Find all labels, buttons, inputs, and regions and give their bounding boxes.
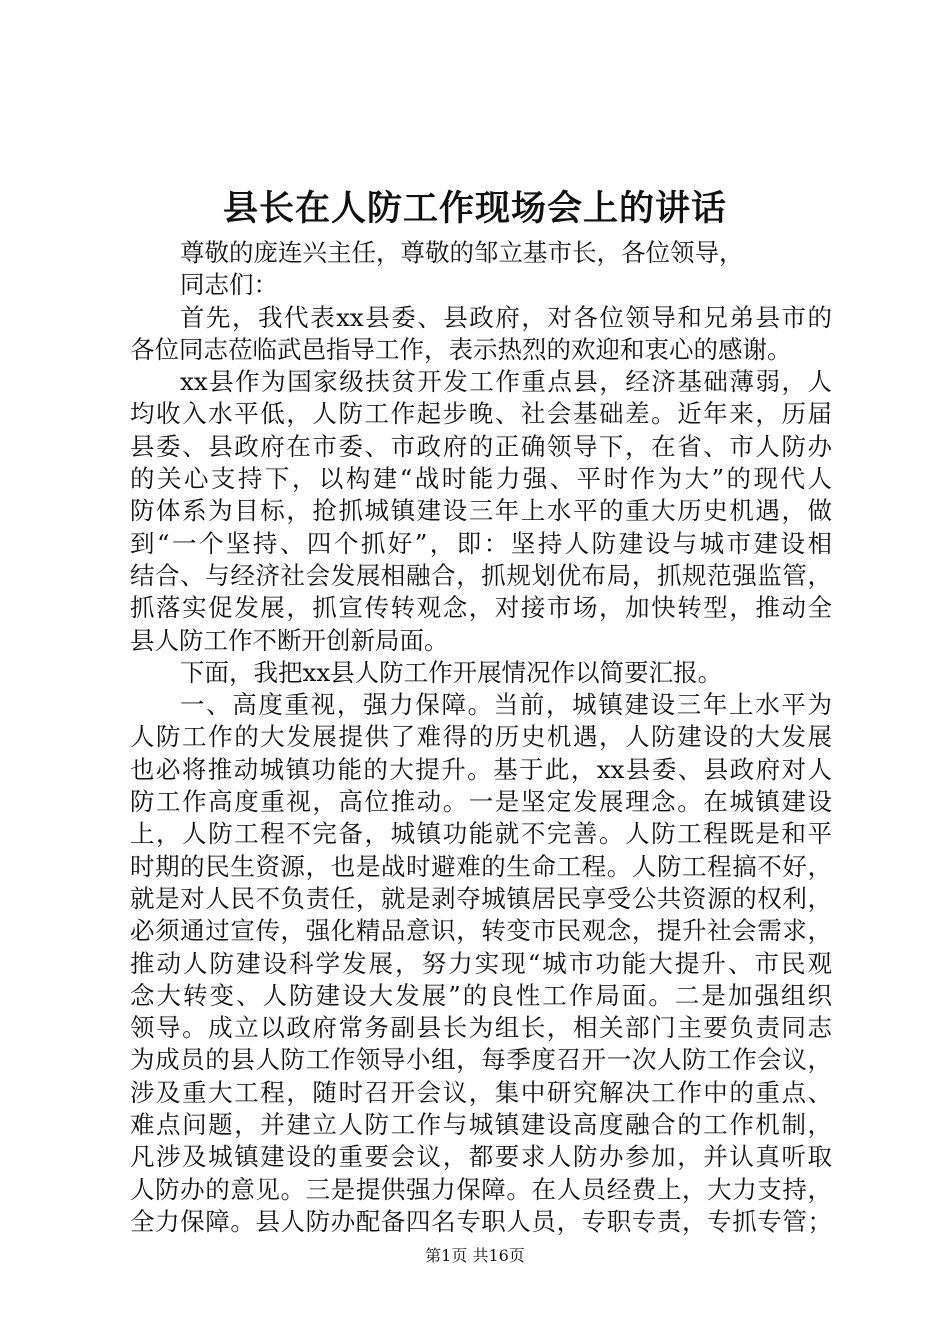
- text-line: 下面，我把xx县人防工作开展情况作以简要汇报。: [180, 657, 723, 687]
- text-line: 防体系为目标，抢抓城镇建设三年上水平的重大历史机遇，做: [130, 496, 832, 526]
- text-line: 就是对人民不负责任，就是剥夺城镇居民享受公共资源的权利，: [130, 883, 832, 913]
- text-line: 各位同志莅临武邑指导工作，表示热烈的欢迎和衷心的感谢。: [130, 334, 792, 364]
- text-line: 结合、与经济社会发展相融合，抓规划优布局，抓规范强监管，: [130, 560, 832, 590]
- text-line: 涉及重大工程，随时召开会议，集中研究解决工作中的重点、: [130, 1077, 832, 1107]
- text-line: 防工作高度重视，高位推动。一是坚定发展理念。在城镇建设: [130, 787, 832, 817]
- text-line: 上，人防工程不完备，城镇功能就不完善。人防工程既是和平: [130, 819, 832, 849]
- text-line: 时期的民生资源，也是战时避难的生命工程。人防工程搞不好，: [130, 851, 832, 881]
- text-line: 同志们：: [180, 270, 278, 300]
- text-line: 县委、县政府在市委、市政府的正确领导下，在省、市人防办: [130, 431, 832, 461]
- text-line: 凡涉及城镇建设的重要会议，都要求人防办参加，并认真听取: [130, 1142, 832, 1172]
- text-line: 人防工作的大发展提供了难得的历史机遇，人防建设的大发展: [130, 722, 832, 752]
- text-line: 首先，我代表xx县委、县政府，对各位领导和兄弟县市的: [180, 302, 832, 332]
- text-line: 也必将推动城镇功能的大提升。基于此，xx县委、县政府对人: [130, 754, 832, 784]
- text-line: 抓落实促发展，抓宣传转观念，对接市场，加快转型，推动全: [130, 593, 832, 623]
- document-title: 县长在人防工作现场会上的讲话: [222, 188, 727, 229]
- text-line: 难点问题，并建立人防工作与城镇建设高度融合的工作机制，: [130, 1110, 832, 1140]
- text-line: 的关心支持下，以构建“战时能力强、平时作为大”的现代人: [130, 464, 832, 494]
- text-line: 县人防工作不断开创新局面。: [130, 625, 449, 655]
- text-line: 领导。成立以政府常务副县长为组长，相关部门主要负责同志: [130, 1013, 832, 1043]
- text-line: 均收入水平低，人防工作起步晚、社会基础差。近年来，历届: [130, 399, 832, 429]
- text-line: 一、高度重视，强力保障。当前，城镇建设三年上水平为: [180, 690, 832, 720]
- text-line: 人防办的意见。三是提供强力保障。在人员经费上，大力支持，: [130, 1174, 832, 1204]
- text-line: 必须通过宣传，强化精品意识，转变市民观念，提升社会需求，: [130, 916, 832, 946]
- text-line: xx县作为国家级扶贫开发工作重点县，经济基础薄弱，人: [180, 367, 832, 397]
- text-line: 为成员的县人防工作领导小组，每季度召开一次人防工作会议，: [130, 1045, 832, 1075]
- text-line: 念大转变、人防建设大发展”的良性工作局面。二是加强组织: [130, 980, 832, 1010]
- page-footer: 第1页 共16页: [425, 1246, 525, 1265]
- text-line: 到“一个坚持、四个抓好”，即：坚持人防建设与城市建设相: [130, 528, 832, 558]
- text-line: 尊敬的庞连兴主任，尊敬的邹立基市长，各位领导，: [180, 238, 744, 267]
- text-line: 推动人防建设科学发展，努力实现“城市功能大提升、市民观: [130, 948, 832, 978]
- document-body: [130, 237, 832, 1238]
- text-line: 全力保障。县人防办配备四名专职人员，专职专责，专抓专管；: [130, 1206, 832, 1236]
